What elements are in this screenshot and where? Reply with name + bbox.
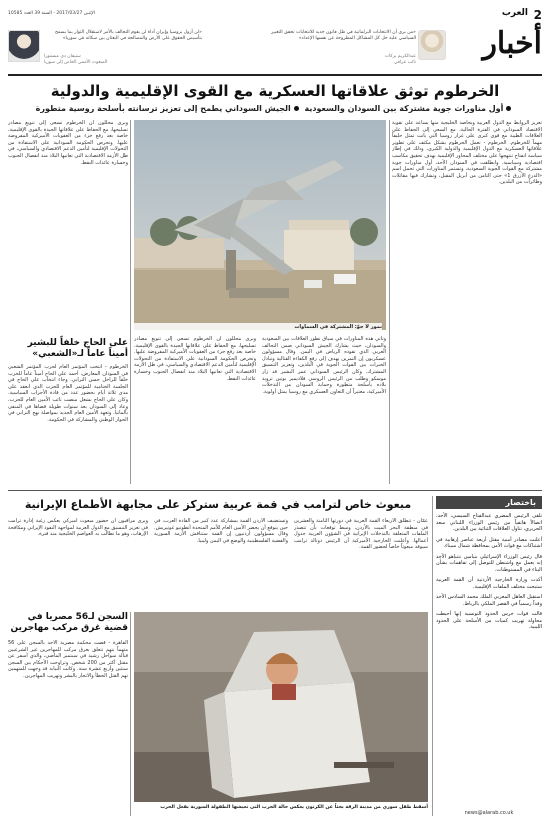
column-rule (130, 612, 131, 816)
child-photo-caption: أسقط طفل سوري من مدينة الرقة بحثاً عن الكرتون يعكس حالة الحرب التي تعيشها الطفولة السورية بفعل الحرب (160, 805, 428, 810)
quote-left-avatar (8, 30, 40, 62)
column-rule (389, 120, 390, 484)
quote-right-role: نائب عراقي (393, 60, 416, 65)
sidebar-item: أكدت وزارة الخارجية الأردنية أن القمة العربية ستبحث مختلف الملفات الإقليمية. (436, 577, 542, 590)
column-rule (130, 120, 131, 484)
lead-sub1: أول مناورات جوية مشتركة بين السودان والسعودية (304, 104, 504, 113)
bullet-icon (506, 106, 511, 111)
date-line: الإثنين 2017/03/27 - السنة 39 العدد 10585 (8, 11, 96, 16)
child-photo (134, 612, 428, 802)
lead-headline: الخرطوم توثق علاقاتها العسكرية مع القوى الإقليمية والدولية (50, 82, 500, 100)
paper-name: العرب (501, 8, 528, 18)
section-rule (8, 490, 542, 491)
child-box-image (134, 612, 428, 802)
column-rule (432, 496, 433, 816)
sidebar-email[interactable]: news@alarab.co.uk (464, 810, 514, 816)
jet-monument-image (134, 120, 386, 330)
side-body-top: ويرى محللون أن الخرطوم تسعى إلى تنويع مصادر تسليحها، مع الحفاظ على علاقاتها الجيدة بالقوى الإقليمية، خاصة بعد رفع جزء من العقوبات الأميركية المفروضة عليها. وتحرص الحكومة السودانية على الاستفادة من التحولات الإقليمية لتأمين الدعم الاقتصادي والسياسي، في ظل الأزمة الاقتصادية التي تعانيها البلاد منذ انفصال الجنوب وخسارة عائدات النفط. (8, 120, 128, 166)
sidebar-item: استقبل العاهل المغربي الملك محمد السادس الأحد وفداً رسمياً في القصر الملكي بالرباط. (436, 594, 542, 607)
sidebar-title: باختصار (436, 496, 542, 509)
lead-body-mid: وتأتي هذه المناورات في سياق تطور العلاقات بين السعودية والسودان، حيث يشارك الجيش السوداني ضمن التحالف العربي الذي تقوده الرياض في اليمن. وقال مسؤولون عسكريون إن التمرين يهدف إلى رفع الكفاءة القتالية وتبادل الخبرات بين القوات الجوية في البلدين، وتعزيز التنسيق المشترك. وكان الرئيس السوداني عمر البشير قد زار موسكو وطلب من الرئيس الروسي فلاديمير بوتين تزويد بلاده بأسلحة متطورة وحماية السودان من التدخلات الأميركية، معتبراً أن التعاون العسكري مع روسيا يمثل أولوية. (262, 336, 386, 395)
third-headline: السجن لـ56 مصريا في قضية غرق مركب مهاجرين (10, 612, 128, 633)
quote-right-author: عبدالكريم بركات (384, 54, 416, 59)
second-body-mid: وتستضيف الأردن القمة بمشاركة عدد كبير من القادة العرب، في حين يتوقع أن يحضر الأمين العام للأمم المتحدة أنطونيو غوتيريش. وقال مسؤولون أردنيون إن القمة ستناقش الأزمة السورية والقضية الفلسطينية والوضع في اليمن وليبيا. (154, 518, 288, 544)
lead-sub2: الجيش السوداني يطمح إلى تعزيز ترسانته بأسلحة روسية متطورة (35, 104, 291, 113)
quote-right-text: «من يرى أن الانتخابات البرلمانية في ظل قانون جديد للانتخابات تحقق التغيير السياسي عليه حل كل المشاكل المطروحة عن نفسها الإعداد» (271, 30, 416, 41)
side-headline: على الحاج خلفاً للبشير أميناً عاماً لـ«الشعبي» (27, 338, 128, 359)
header-rule (8, 74, 542, 76)
lead-body-left: ويرى محللون أن الخرطوم تسعى إلى تنويع مصادر تسليحها، مع الحفاظ على علاقاتها الجيدة بالقوى الإقليمية، خاصة بعد رفع جزء من العقوبات الأميركية المفروضة عليها. وتحرص الحكومة السودانية على الاستفادة من التحولات الإقليمية لتأمين الدعم الاقتصادي والسياسي، في ظل الأزمة الاقتصادية التي تعانيها البلاد منذ انفصال الجنوب وخسارة عائدات النفط. (134, 336, 256, 382)
quote-left-text: «لن أزول بروسيا وإيران أداة لن يقوم التحالف بالأمر لاستقلال الثوار بما يسمح بتأسيس الحقوق على الأرض والمصالحة في البعثان بين سكانه في سوريا» (54, 30, 202, 41)
bullet-icon (294, 106, 299, 111)
lead-photo (134, 120, 386, 330)
lead-photo-caption: نمور لا جوّ: المشتركة في السماوات (134, 323, 382, 330)
sidebar-item: قالت قوات حرس الحدود التونسية إنها أحبطت محاولة تهريب كميات من الأسلحة على الحدود الليبية. (436, 611, 542, 630)
sidebar (436, 496, 542, 816)
quote-left-role: المبعوث الأممي الخاص إلى سوريا (44, 60, 108, 65)
quote-left-author: ستيفان دي ميستورا (44, 54, 81, 59)
sidebar-item: تلقى الرئيس المصري عبدالفتاح السيسي، الأحد، اتصالاً هاتفياً من رئيس الوزراء اللبناني سعد الحريري، تناول العلاقات الثنائية بين البلدين. (436, 513, 542, 532)
sidebar-item: قال رئيس الوزراء الإسرائيلي بنيامين نتنياهو الأحد إنه يعمل مع واشنطن للتوصل إلى تفاهمات بشأن البناء في المستوطنات. (436, 553, 542, 573)
page-number: 2 (533, 8, 542, 22)
side-body: الخرطوم - انتخب المؤتمر العام لحزب المؤتمر الشعبي في السودان المعارض، أحمد علي الحاج أميناً عاماً للحزب خلفاً للراحل حسن الترابي. وجاء انتخاب علي الحاج في الجلسة الختامية للمؤتمر العام للحزب الذي انعقد على مدى ثلاثة أيام بحضور عدد من قادة الأحزاب السياسية. وكان علي الحاج يشغل منصب نائب الأمين العام للحزب، وعاد إلى السودان بعد سنوات طويلة قضاها في المنفى بألمانيا. وتعهد الأمين العام الجديد بمواصلة نهج الترابي في الحوار الوطني والمشاركة في الحكومة. (8, 364, 128, 423)
section-title: أخبار (482, 26, 542, 61)
second-body-right: عمّان - تنطلق الأربعاء القمة العربية في دورتها الثامنة والعشرين في منطقة البحر الميت بالأردن، وسط توقعات بأن تتصدر الملفات المتعلقة بالتدخلات الإيرانية في الشؤون العربية جدول أعمالها. وأعلنت الخارجية الأميركية أن الرئيس دونالد ترامب سيوفد مبعوثاً خاصاً لحضور القمة. (294, 518, 428, 551)
second-body-left: ويرى مراقبون أن حضور مبعوث أميركي يعكس رغبة إدارة ترامب في تعزيز التنسيق مع الدول العربية لمواجهة النفوذ الإيراني ومكافحة الإرهاب، وهو ما تطالب به العواصم الخليجية منذ فترة. (8, 518, 148, 538)
second-headline: مبعوث خاص لترامب في قمة عربية ستركز على مجابهة الأطماع الإيرانية (24, 498, 412, 511)
page-header (8, 8, 542, 70)
sidebar-item: أعلنت مصادر أمنية مقتل أربعة عناصر إرهابية في اشتباكات مع قوات الأمن بمحافظة شمال سيناء. (436, 536, 542, 549)
lead-body-right: تعزيز الروابط مع الدول العربية وبخاصة الخليجية منها يساعد على تقوية الاقتصاد السوداني في الفترة الحالية، مع السعي إلى الحفاظ على العلاقات الطيبة مع قوى كبرى على غرار روسيا التي باتت تمثل حليفاً مهماً للخرطوم. الخرطوم - تعمل الخرطوم بشكل مكثف على تطوير علاقاتها العسكرية مع الدول الإقليمية والدولية الكبرى، وذلك في إطار سياسة انفتاح تنتهجها على مختلف المحاور الإقليمية بهدف تحقيق مكاسب اقتصادية وسياسية. وانطلقت في السودان الأحد، أول مناورات جوية مشتركة مع القوات الجوية السعودية، وتستمر المناورات التي تحمل اسم «الدرع الأزرق 1» حتى الثامن من أبريل المقبل، وتشارك فيها مقاتلات وطائرات من البلدين. (392, 120, 542, 186)
quote-right-avatar (418, 30, 446, 60)
lead-subheads (8, 104, 542, 113)
third-body: القاهرة - قضت محكمة مصرية الأحد بالسجن على 56 متهماً بتهم تتعلق بغرق مركب للمهاجرين غير الشرعيين قبالة سواحل رشيد في سبتمبر الماضي، والذي أسفر عن مقتل أكثر من 200 شخص. وتراوحت الأحكام بين السجن سنتين وأربع عشرة سنة. وكانت النيابة قد وجهت للمتهمين تهم القتل الخطأ والاتجار بالبشر وتهريب المهاجرين. (8, 640, 128, 679)
